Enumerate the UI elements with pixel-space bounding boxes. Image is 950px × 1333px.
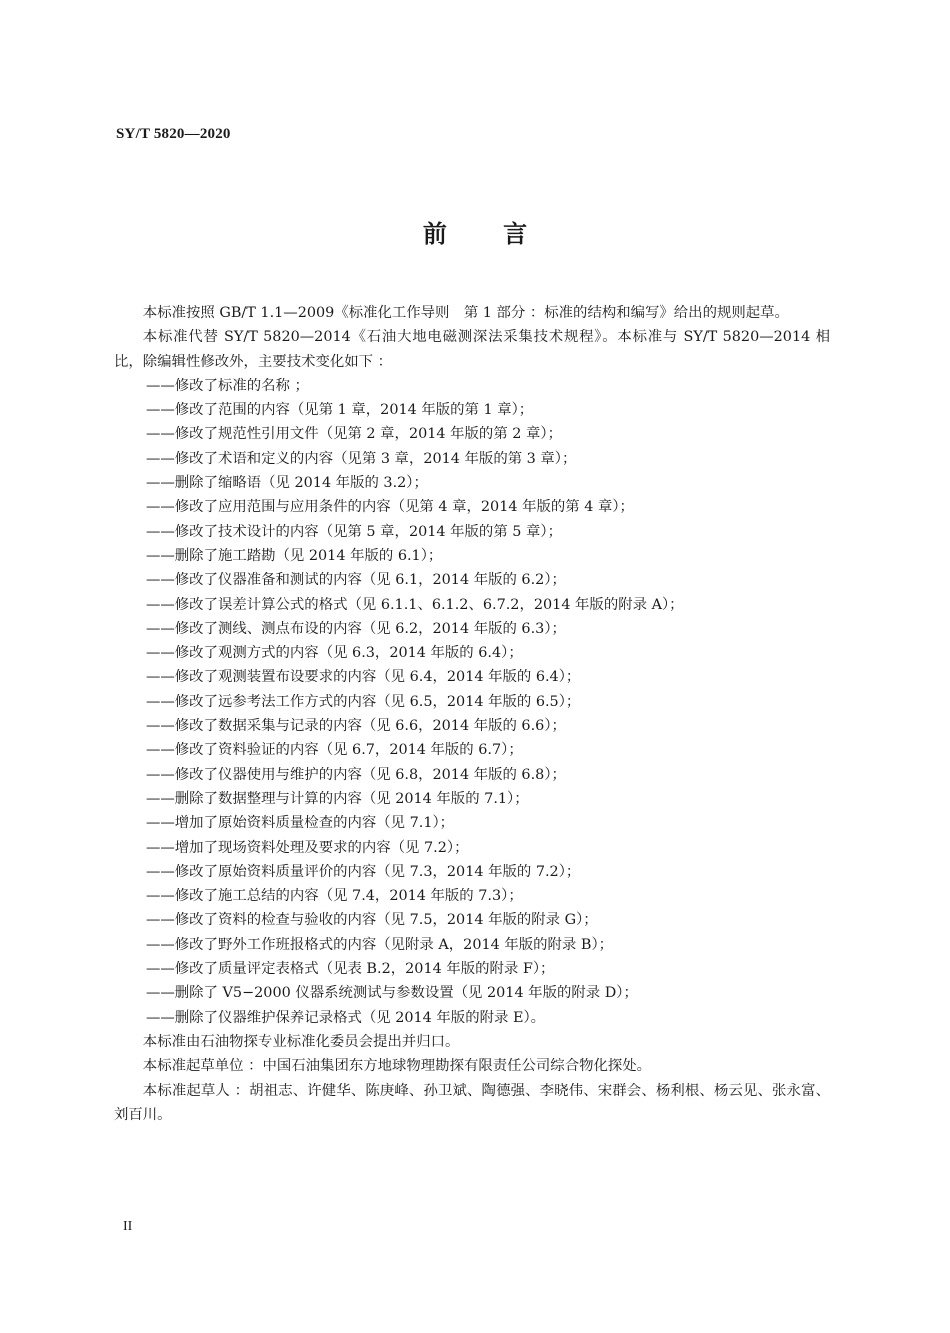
change-list-item: ——删除了施工踏勘（见 2014 年版的 6.1）； (146, 547, 443, 564)
change-list-item: ——删除了数据整理与计算的内容（见 2014 年版的 7.1）； (146, 790, 529, 807)
change-list-item: ——修改了范围的内容（见第 1 章，2014 年版的第 1 章）； (146, 402, 534, 419)
change-list-item: ——修改了误差计算公式的格式（见 6.1.1、6.1.2、6.7.2，2014 年版的附录 A）； (146, 596, 684, 613)
change-list-item: ——修改了施工总结的内容（见 7.4，2014 年版的 7.3）； (146, 888, 523, 905)
standard-code: SY/T 5820—2020 (116, 126, 231, 142)
intro-paragraph: 本标准按照 GB/T 1.1—2009《标准化工作导则 第 1 部分 ：标准的结构和编写》给出的规则起草。 (142, 305, 789, 321)
change-list-item: ——修改了应用范围与应用条件的内容（见第 4 章，2014 年版的第 4 章）； (146, 499, 634, 516)
closing-paragraph: 本标准起草单位 ：中国石油集团东方地球物理勘探有限责任公司综合物化探处。 (142, 1058, 652, 1075)
change-list-item: ——修改了技术设计的内容（见第 5 章，2014 年版的第 5 章）； (146, 523, 562, 540)
change-list-item: ——修改了观测装置布设要求的内容（见 6.4，2014 年版的 6.4）； (146, 669, 581, 686)
change-list-item: ——修改了野外工作班报格式的内容（见附录 A，2014 年版的附录 B）； (146, 936, 614, 953)
changes-list (114, 374, 830, 1030)
change-list-item: ——修改了标准的名称 ； (146, 377, 309, 394)
change-list-item: ——增加了原始资料质量检查的内容（见 7.1）； (146, 815, 455, 832)
change-list-item: ——修改了远参考法工作方式的内容（见 6.5，2014 年版的 6.5）； (146, 693, 581, 710)
intro-paragraph: 本标准代替 SY/T 5820—2014《石油大地电磁测深法采集技术规程》。本标准与 SY/T 5820—2014 相比，除编辑性修改外，主要技术变化如下 ： (114, 329, 830, 370)
change-list-item: ——修改了原始资料质量评价的内容（见 7.3，2014 年版的 7.2）； (146, 863, 581, 880)
change-list-item: ——删除了缩略语（见 2014 年版的 3.2）； (146, 475, 428, 492)
change-list-item: ——修改了测线、测点布设的内容（见 6.2，2014 年版的 6.3）； (146, 620, 566, 637)
change-list-item: ——修改了质量评定表格式（见表 B.2，2014 年版的附录 F）； (146, 961, 555, 978)
change-list-item: ——删除了仪器维护保养记录格式（见 2014 年版的附录 E）。 (146, 1009, 546, 1026)
change-list-item: ——修改了资料验证的内容（见 6.7，2014 年版的 6.7）； (146, 742, 523, 759)
page-title: 前 言 (422, 220, 528, 248)
change-list-item: ——修改了数据采集与记录的内容（见 6.6，2014 年版的 6.6）； (146, 718, 566, 735)
change-list-item: ——修改了观测方式的内容（见 6.3，2014 年版的 6.4）； (146, 645, 523, 662)
change-list-item: ——修改了规范性引用文件（见第 2 章，2014 年版的第 2 章）； (146, 426, 562, 443)
closing-paragraph: 本标准由石油物探专业标准化委员会提出并归口。 (142, 1033, 460, 1050)
foreword-body (114, 301, 830, 1127)
change-list-item: ——删除了 V5−2000 仪器系统测试与参数设置（见 2014 年版的附录 D）； (146, 985, 638, 1002)
change-list-item: ——修改了术语和定义的内容（见第 3 章，2014 年版的第 3 章）； (146, 450, 577, 467)
change-list-item: ——修改了仪器使用与维护的内容（见 6.8，2014 年版的 6.8）； (146, 766, 566, 783)
change-list-item: ——修改了资料的检查与验收的内容（见 7.5，2014 年版的附录 G）； (146, 912, 598, 929)
change-list-item: ——修改了仪器准备和测试的内容（见 6.1，2014 年版的 6.2）； (146, 572, 566, 589)
page-number: II (123, 1219, 133, 1234)
change-list-item: ——增加了现场资料处理及要求的内容（见 7.2）； (146, 839, 469, 856)
closing-paragraph: 本标准起草人 ：胡祖志、许健华、陈庚峰、孙卫斌、陶德强、李晓伟、宋群会、杨利根、杨云见、张永富、刘百川。 (114, 1082, 830, 1123)
